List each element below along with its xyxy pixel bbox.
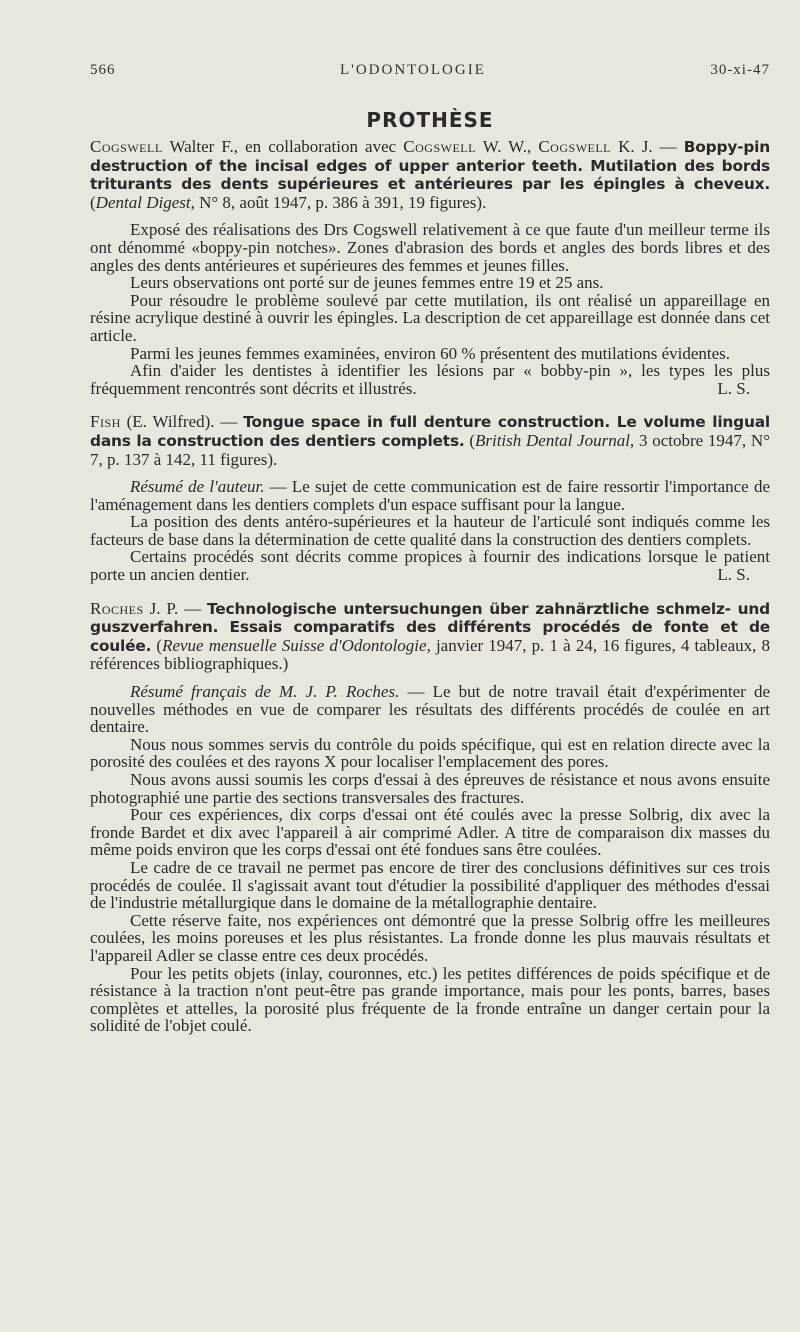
paragraph: Le cadre de ce travail ne permet pas encore de tirer des conclusions définitives sur ces trois procédés de coulée. Il s'agissait avant tout d'étudier la possibilité d'appliquer des méthodes d'essai de l'industrie métallurgique dans le domaine de la métallographie dentaire. [90, 857, 770, 913]
coauthor-name: Cogswell [538, 137, 612, 156]
author-rest: (E. Wilfred). — [120, 412, 244, 432]
paragraph-last [90, 362, 770, 397]
author-rest: Walter F., en collaboration avec [162, 137, 404, 156]
source-paren: ( [90, 192, 96, 212]
paragraph-last [90, 548, 770, 583]
paragraph: Nous nous sommes servis du contrôle du poids spécifique, qui est en relation directe avec la porosité des coulées et des rayons X pour localiser l'emplacement des pores. [90, 734, 770, 772]
coauthor-rest: W. W., [475, 137, 539, 156]
paragraph: Pour ces expériences, dix corps d'essai ont été coulés avec la presse Solbrig, dix avec la fronde Bardet et dix avec l'appareil à air comprimé Adler. A titre de comparaison dix masses du même poids environ que les corps d'essai ont été fondues sans être coulées. [90, 805, 770, 860]
paragraph-text: Certains procédés sont décrits comme propices à fournir des indications lorsque le patient porte un ancien dentier. [90, 547, 770, 585]
paragraph: Pour les petits objets (inlay, couronnes, etc.) les petites différences de poids spécifique et de résistance à la traction n'ont peut-être pas grande importance, mais pour les ponts, barres, bases complètes et attelles, la porosité plus fréquente de la fronde entraîne un danger certain pour la solidité de l'objet coulé. [90, 963, 770, 1036]
summary-text: — Le but de notre travail était d'expérimenter de nouvelles méthodes en vue de comparer les résultats des différents procédés de coulée en art dentaire. [90, 682, 770, 737]
summary-paragraph [90, 683, 770, 736]
entry-heading [90, 413, 770, 468]
paragraph: Pour résoudre le problème soulevé par cette mutilation, ils ont réalisé un appareillage en résine acrylique destiné à ouvrir les épingles. La description de cet appareillage est donnée dans cet article. [90, 290, 770, 345]
article-title: Technologische untersuchungen über zahnärztliche schmelz- und guszverfahren. Essais comparatifs des différents procédés de fonte et de coulée. [90, 599, 771, 655]
summary-paragraph [90, 478, 770, 513]
author-name: Fish [90, 412, 121, 432]
summary-text: — Le sujet de cette communication est de faire ressortir l'importance de l'aménagement dans les dentiers complets d'un espace suffisant pour la langue. [90, 477, 770, 514]
entry-heading [90, 600, 770, 673]
page-number: 566 [90, 62, 116, 78]
source-journal: Revue mensuelle Suisse d'Odontologie, [162, 635, 431, 655]
source-journal: British Dental Journal, [474, 430, 635, 450]
paragraph: La position des dents antéro-supérieures et la hauteur de l'articulé sont indiqués comme les facteurs de base dans la détermination de cette qualité dans la construction des dentiers complets. [90, 512, 770, 549]
issue-date: 30-xi-47 [710, 62, 770, 78]
author-rest: J. P. — [143, 598, 208, 618]
paragraph: Exposé des réalisations des Drs Cogswell relativement à ce que faute d'un meilleur terme ils ont dénommé «boppy-pin notches». Zones d'abrasion des bords et angles des bords libres et des angles des dents antérieures et supérieures des femmes et jeunes filles. [90, 220, 770, 275]
paragraph: Cette réserve faite, nos expériences ont démontré que la presse Solbrig offre les meilleures coulées, les moins poreuses et les plus résistantes. La fronde donne les plus mauvais résultats et l'appareil Adler se classe entre ces deux procédés. [90, 910, 770, 965]
paragraph: Parmi les jeunes femmes examinées, environ 60 % présentent des mutilations évidentes. [130, 343, 731, 363]
signature: L. S. [717, 565, 750, 585]
signature: L. S. [717, 378, 750, 398]
entry-heading [90, 138, 770, 211]
paragraph-text: Afin d'aider les dentistes à identifier les lésions par « bobby-pin », les types les plus fréquemment rencontrés sont décrits et illustrés. [90, 361, 770, 398]
source-journal: Dental Digest, [95, 192, 195, 212]
journal-title: L'ODONTOLOGIE [339, 62, 486, 78]
section-title: PROTHÈSE [366, 108, 494, 132]
author-name: Roches [90, 598, 144, 618]
source-details: 3 octobre 1947, N° 7, p. 137 à 142, 11 figures). [90, 430, 770, 469]
article-title: Boppy-pin destruction of the incisal edges of upper anterior teeth. Mutilation des bords triturants des dents supérieures et antérieures par les épingles à cheveux. [90, 138, 770, 194]
paragraph: Nous avons aussi soumis les corps d'essai à des épreuves de résistance et nous avons ensuite photographié une partie des sections transversales des fractures. [90, 770, 770, 807]
coauthor-rest: K. J. — [611, 137, 684, 156]
source-details: N° 8, août 1947, p. 386 à 391, 19 figures). [194, 192, 487, 212]
paragraph: Leurs observations ont porté sur de jeunes femmes entre 19 et 25 ans. [130, 273, 604, 293]
coauthor-name: Cogswell [403, 137, 476, 156]
source-paren: ( [464, 430, 475, 450]
source-details: janvier 1947, p. 1 à 24, 16 figures, 4 tableaux, 8 références bibliographiques.) [90, 635, 770, 674]
author-name: Cogswell [90, 137, 163, 156]
article-title: Tongue space in full denture construction. Le volume lingual dans la construction des dentiers complets. [90, 413, 770, 450]
summary-label: Résumé de l'auteur. [130, 477, 265, 497]
source-paren: ( [151, 635, 163, 655]
running-header [90, 62, 770, 92]
article-body [90, 138, 770, 1035]
summary-label: Résumé français de M. J. P. Roches. [130, 682, 400, 702]
